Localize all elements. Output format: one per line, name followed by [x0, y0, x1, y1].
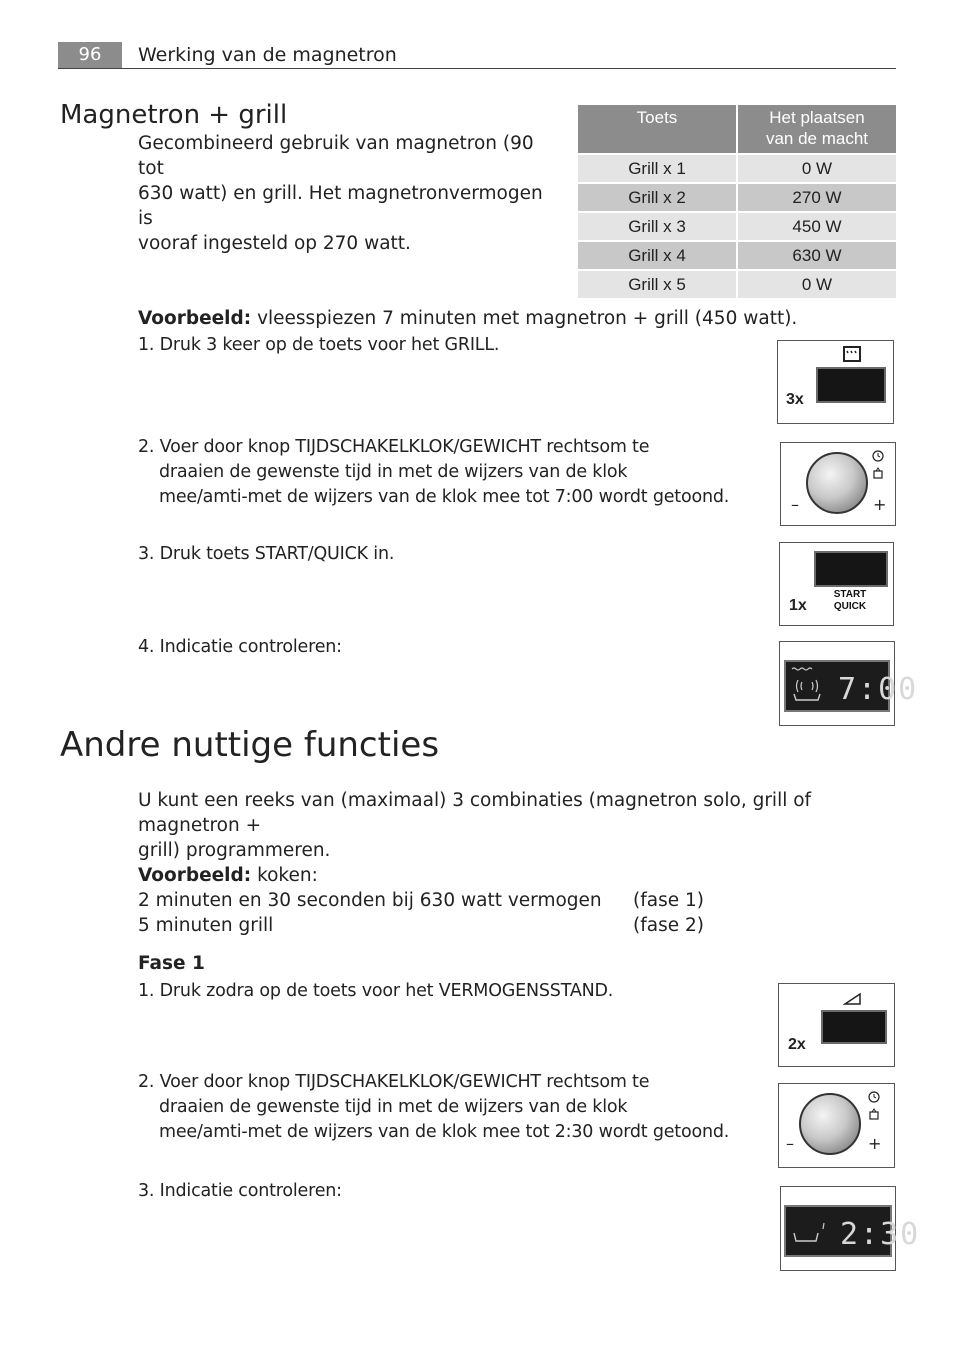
step-line: draaien de gewenste tijd in met de wijzers van de klok [159, 1097, 628, 1117]
start-quick-key [814, 551, 888, 587]
example-text: koken: [257, 865, 318, 886]
table-row [578, 271, 896, 298]
step-line: 2. Voer door knop TIJDSCHAKELKLOK/GEWICHT rechtsom te [138, 1072, 650, 1092]
power-table [576, 103, 898, 300]
phase-1-text: 2 minuten en 30 seconden bij 630 watt vermogen [138, 890, 602, 911]
lcd-display [784, 1205, 921, 1257]
example-label: Voorbeeld: [138, 308, 252, 329]
example-label: Voorbeeld: [138, 865, 252, 886]
intro-line: grill) programmeren. [138, 840, 331, 861]
header-title: Werking van de magnetron [138, 44, 397, 66]
grill-icon [842, 345, 862, 363]
table-cell-key: Grill x 5 [578, 271, 736, 298]
clock-weight-icon [871, 449, 885, 481]
start-key-illustration [779, 542, 894, 626]
table-header-power [738, 105, 896, 153]
timer-knob [799, 1093, 861, 1155]
phase-1-label: (fase 1) [633, 890, 704, 911]
minus-icon: – [786, 1134, 794, 1153]
table-header-toets: Toets [578, 105, 736, 153]
table-cell-power: 270 W [738, 184, 896, 211]
example-2 [138, 863, 318, 888]
minus-icon: – [791, 495, 799, 514]
step-line: 2. Voer door knop TIJDSCHAKELKLOK/GEWICHT rechtsom te [138, 437, 650, 457]
microwave-grill-icon [790, 666, 826, 706]
power-key [821, 1010, 887, 1044]
section-heading-magnetron-grill: Magnetron + grill [60, 100, 288, 130]
microwave-icon [790, 1219, 830, 1245]
clock-weight-icon [867, 1090, 881, 1122]
step-line: draaien de gewenste tijd in met de wijzers van de klok [159, 462, 628, 482]
step-2 [138, 435, 729, 510]
grill-multiplier: 3x [786, 391, 804, 408]
power-table-wrapper [576, 103, 898, 300]
lcd-display [784, 660, 919, 712]
example-1 [138, 306, 797, 331]
intro-line: Gecombineerd gebruik van magnetron (90 tot [138, 133, 534, 179]
phase-2-text: 5 minuten grill [138, 915, 274, 936]
step-3: 3. Druk toets START/QUICK in. [138, 544, 395, 564]
timer-knob [806, 452, 868, 514]
table-cell-power: 450 W [738, 213, 896, 240]
header-line: van de macht [765, 129, 869, 148]
header-line: Het plaatsen [769, 108, 865, 127]
plus-icon: + [868, 1134, 882, 1153]
plus-icon: + [873, 495, 887, 514]
step-1: 1. Druk 3 keer op de toets voor het GRILL. [138, 335, 500, 355]
intro-line: vooraf ingesteld op 270 watt. [138, 233, 411, 254]
step-line: mee/amti-met de wijzers van de klok mee tot 2:30 wordt getoond. [159, 1122, 730, 1142]
table-row [578, 184, 896, 211]
table-cell-key: Grill x 2 [578, 184, 736, 211]
table-row [578, 242, 896, 269]
fase-heading: Fase 1 [138, 953, 205, 974]
lcd-time: 7:00 [838, 672, 919, 707]
phase-2-label: (fase 2) [633, 915, 704, 936]
page-number: 96 [58, 42, 122, 68]
table-cell-power: 0 W [738, 155, 896, 182]
table-cell-key: Grill x 4 [578, 242, 736, 269]
timer-knob-illustration-2 [778, 1083, 895, 1168]
table-cell-power: 630 W [738, 242, 896, 269]
grill-key-illustration [777, 340, 894, 424]
fase-step-3: 3. Indicatie controleren: [138, 1181, 342, 1201]
header-rule [58, 68, 896, 69]
timer-knob-illustration [780, 442, 896, 526]
table-row [578, 155, 896, 182]
start-multiplier: 1x [789, 597, 807, 614]
power-multiplier: 2x [788, 1036, 806, 1053]
fase-step-2 [138, 1070, 729, 1145]
table-cell-key: Grill x 3 [578, 213, 736, 240]
example-text: vleesspiezen 7 minuten met magnetron + grill (450 watt). [257, 308, 798, 329]
table-cell-power: 0 W [738, 271, 896, 298]
start-label-line: QUICK [833, 601, 867, 612]
section2-intro [138, 788, 898, 863]
fase-step-1: 1. Druk zodra op de toets voor het VERMOGENSSTAND. [138, 981, 614, 1001]
step-4: 4. Indicatie controleren: [138, 637, 342, 657]
grill-key [816, 367, 886, 403]
power-key-illustration [778, 983, 895, 1067]
intro-line: 630 watt) en grill. Het magnetronvermogen is [138, 183, 543, 229]
display-illustration-1 [779, 641, 919, 726]
section1-intro [138, 131, 558, 256]
lcd-time: 2:30 [840, 1217, 921, 1252]
table-row [578, 213, 896, 240]
section-heading-andre-functies: Andre nuttige functies [60, 725, 440, 765]
start-quick-label [828, 589, 872, 613]
step-line: mee/amti-met de wijzers van de klok mee tot 7:00 wordt getoond. [159, 487, 730, 507]
intro-line: U kunt een reeks van (maximaal) 3 combinaties (magnetron solo, grill of magnetron + [138, 790, 812, 836]
start-label-line: START [833, 589, 867, 600]
display-illustration-2 [780, 1186, 921, 1271]
table-cell-key: Grill x 1 [578, 155, 736, 182]
power-level-icon [843, 992, 863, 1006]
